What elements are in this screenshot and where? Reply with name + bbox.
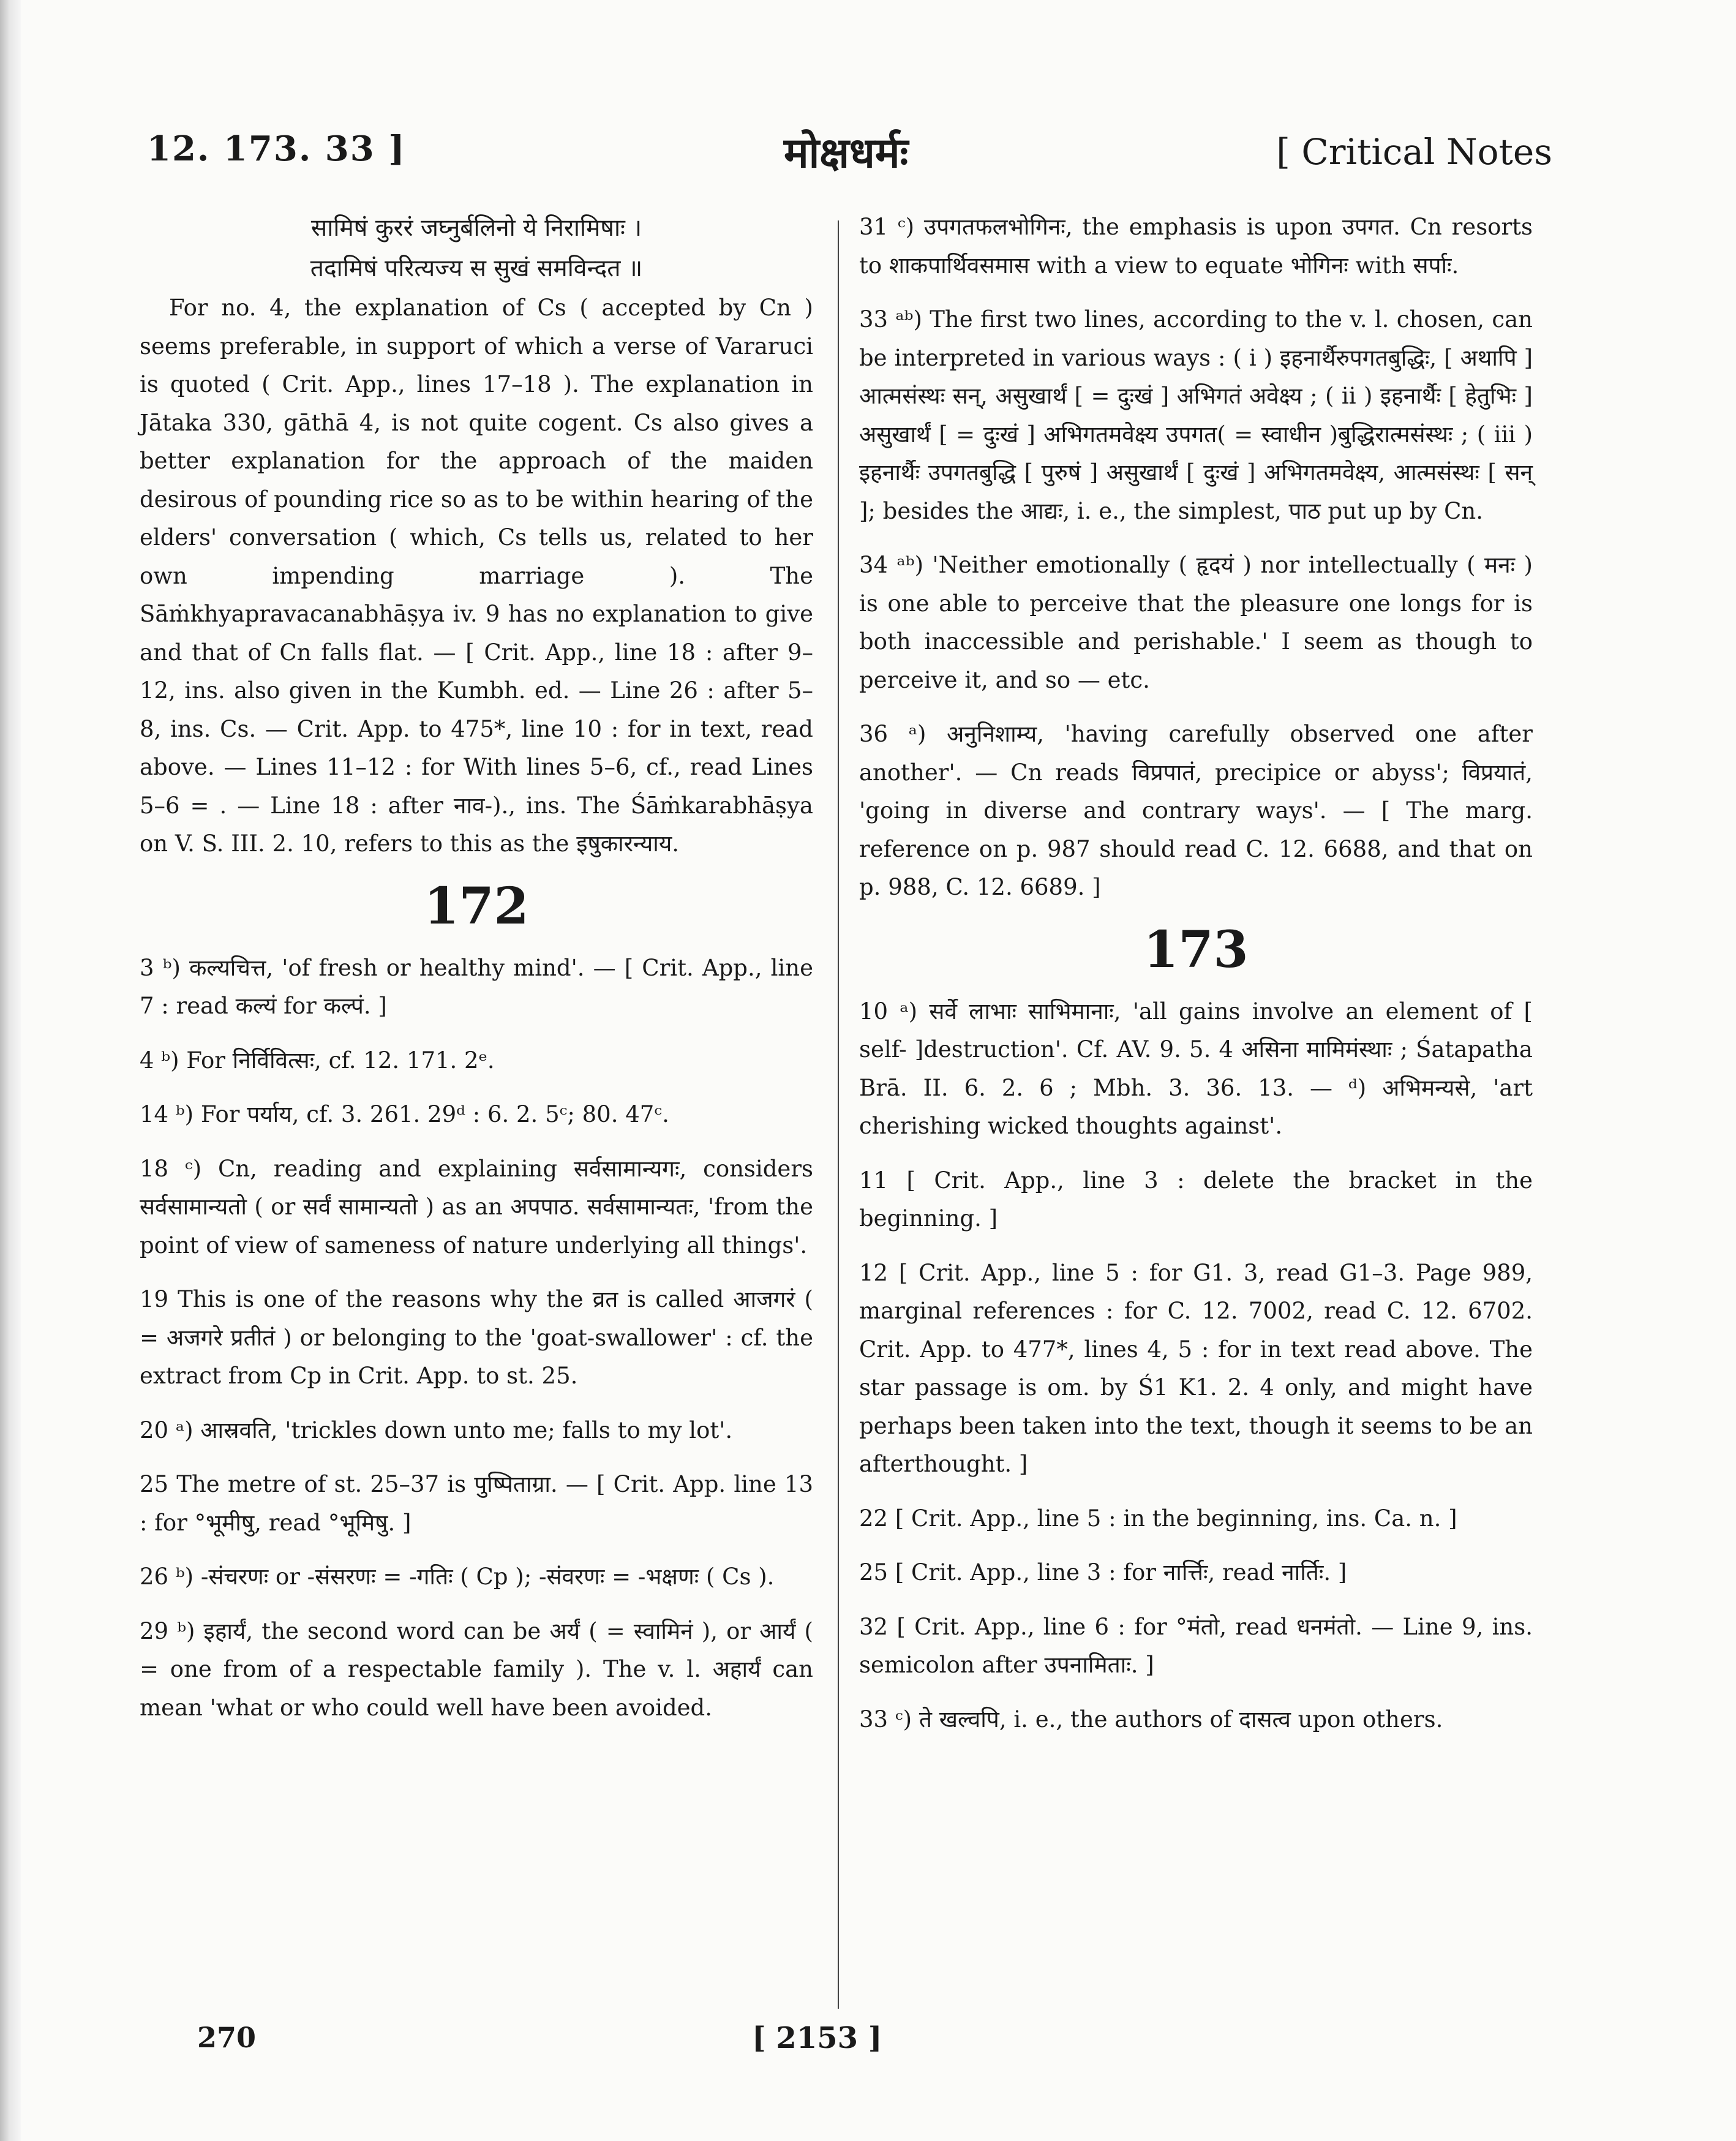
right-column	[859, 208, 1533, 1739]
note-item: 10 ᵃ) सर्वे लाभाः साभिमानाः, 'all gains involve an element of [ self- ]destruction'. Cf. AV. 9. 5. 4 असिना मामिमंस्थाः ; Śatapatha Brā. II. 6. 2. 6 ; Mbh. 3. 36. 13. — ᵈ) अभिमन्यसे, 'art cherishing wicked thoughts against'.	[859, 998, 1533, 1139]
note-item: 36 ᵃ) अनुनिशाम्य, 'having carefully observed one after another'. — Cn reads विप्रपातं, precipice or abyss'; विप्रयातं, 'going in diverse and contrary ways'. — [ The marg. reference on p. 987 should read C. 12. 6688, and that on p. 988, C. 12. 6689. ]	[859, 721, 1533, 900]
scan-binding-edge	[0, 0, 21, 2141]
note-item: 4 ᵇ) For निर्विवित्सः, cf. 12. 171. 2ᵉ.	[140, 1047, 495, 1074]
chapter-heading-173: 173	[1143, 920, 1249, 979]
note-item: 25 [ Crit. App., line 3 : for नार्त्तिः, read नार्तिः. ]	[859, 1559, 1347, 1586]
section-title: [ Critical Notes	[1276, 131, 1552, 173]
note-item: 14 ᵇ) For पर्याय, cf. 3. 261. 29ᵈ : 6. 2. 5ᶜ; 80. 47ᶜ.	[140, 1101, 669, 1127]
left-column	[140, 208, 813, 1727]
intro-paragraph: For no. 4, the explanation of Cs ( accepted by Cn ) seems preferable, in support of which a verse of Vararuci is quoted ( Crit. App., lines 17–18 ). The explanation in Jātaka 330, gāthā 4, is not quite cogent. Cs also gives a better explanation for the approach of the maiden desirous of pounding rice so as to be within hearing of the elders' conversation ( which, Cs tells us, related to her own impending marriage ). The Sāṁkhyapravacanabhāṣya iv. 9 has no explanation to give and that of Cn falls flat. — [ Crit. App., line 18 : after 9–12, ins. also given in the Kumbh. ed. — Line 26 : after 5–8, ins. Cs. — Crit. App. to 475*, line 10 : for in text, read above. — Lines 11–12 : for With lines 5–6, cf., read Lines 5–6 = . — Line 18 : after नाव-)., ins. The Śāṁkarabhāṣya on V. S. III. 2. 10, refers to this as the इषुकारन्याय.	[140, 295, 813, 857]
running-title: मोक्षधर्मः	[784, 129, 909, 178]
note-item: 3 ᵇ) कल्यचित्त, 'of fresh or healthy mind'. — [ Crit. App., line 7 : read कल्यं for कल्पं. ]	[140, 954, 813, 1019]
note-item: 19 This is one of the reasons why the व्रत is called आजगरं ( = अजगरे प्रतीतं ) or belonging to the 'goat-swallower' : cf. the extract from Cp in Crit. App. to st. 25.	[140, 1286, 813, 1389]
note-item: 26 ᵇ) -संचरणः or -संसरणः = -गतिः ( Cp ); -संवरणः = -भक्षणः ( Cs ).	[140, 1563, 775, 1590]
column-divider	[838, 220, 839, 2009]
note-item: 12 [ Crit. App., line 5 : for G1. 3, read G1–3. Page 989, marginal references : for C. 12. 7002, read C. 12. 6702. Crit. App. to 477*, lines 4, 5 : for in text read above. The star passage is om. by Ś1 K1. 2. 4 only, and might have perhaps been taken into the text, though it seems to be an afterthought. ]	[859, 1259, 1533, 1477]
note-item: 22 [ Crit. App., line 5 : in the beginning, ins. Ca. n. ]	[859, 1505, 1457, 1532]
page-header	[0, 122, 1736, 196]
chapter-heading-172: 172	[424, 876, 529, 936]
note-item: 32 [ Crit. App., line 6 : for °मंतो, read धनमंतो. — Line 9, ins. semicolon after उपनामिताः. ]	[859, 1613, 1533, 1678]
verse-reference: 12. 173. 33 ]	[147, 129, 406, 169]
note-item: 25 The metre of st. 25–37 is पुष्पिताग्रा. — [ Crit. App. line 13 : for °भूमीषु, read °भूमिषु. ]	[140, 1471, 813, 1536]
note-item: 31 ᶜ) उपगतफलभोगिनः, the emphasis is upon उपगत. Cn resorts to शाकपार्थिवसमास with a view to equate भोगिनः with सर्पाः.	[859, 214, 1533, 279]
note-item: 29 ᵇ) इहार्यं, the second word can be अर्यं ( = स्वामिनं ), or आर्यं ( = one from of a respectable family ). The v. l. अहार्यं can mean 'what or who could well have been avoided.	[140, 1617, 813, 1721]
note-item: 18 ᶜ) Cn, reading and explaining सर्वसामान्यगः, considers सर्वसामान्यतो ( or सर्वं सामान्यतो ) as an अपपाठ. सर्वसामान्यतः, 'from the point of view of sameness of nature underlying all things'.	[140, 1155, 813, 1259]
note-item: 20 ᵃ) आस्रवति, 'trickles down unto me; falls to my lot'.	[140, 1417, 733, 1443]
note-item: 11 [ Crit. App., line 3 : delete the bracket in the beginning. ]	[859, 1167, 1533, 1232]
verse-line: सामिषं कुररं जघ्नुर्बलिनो ये निरामिषाः ।	[310, 214, 642, 242]
continuous-page-number: [ 2153 ]	[752, 2021, 882, 2055]
verse-line: तदामिषं परित्यज्य स सुखं समविन्दत ॥	[310, 255, 643, 282]
page-number: 270	[197, 2021, 257, 2054]
note-item: 33 ᵃᵇ) The first two lines, according to the v. l. chosen, can be interpreted in various ways : ( i ) इहनार्थैरुपगतबुद्धिः, [ अथापि ] आत्मसंस्थः सन्, असुखार्थं [ = दुःखं ] अभिगतं अवेक्ष्य ; ( ii ) इहनार्थैः [ हेतुभिः ] असुखार्थं [ = दुःखं ] अभिगतमवेक्ष्य उपगत( = स्वाधीन )बुद्धिरात्मसंस्थः ; ( iii ) इहनार्थैः उपगतबुद्धि [ पुरुषं ] असुखार्थं [ दुःखं ] अभिगतमवेक्ष्य, आत्मसंस्थः [ सन् ]; besides the आद्यः, i. e., the simplest, पाठ put up by Cn.	[859, 306, 1533, 524]
note-item: 33 ᶜ) ते खल्वपि, i. e., the authors of दासत्व upon others.	[859, 1706, 1443, 1733]
note-item: 34 ᵃᵇ) 'Neither emotionally ( हृदयं ) nor intellectually ( मनः ) is one able to perceive that the pleasure one longs for is both inaccessible and perishable.' I seem as though to perceive it, and so — etc.	[859, 552, 1533, 693]
page-footer	[0, 2021, 1736, 2070]
